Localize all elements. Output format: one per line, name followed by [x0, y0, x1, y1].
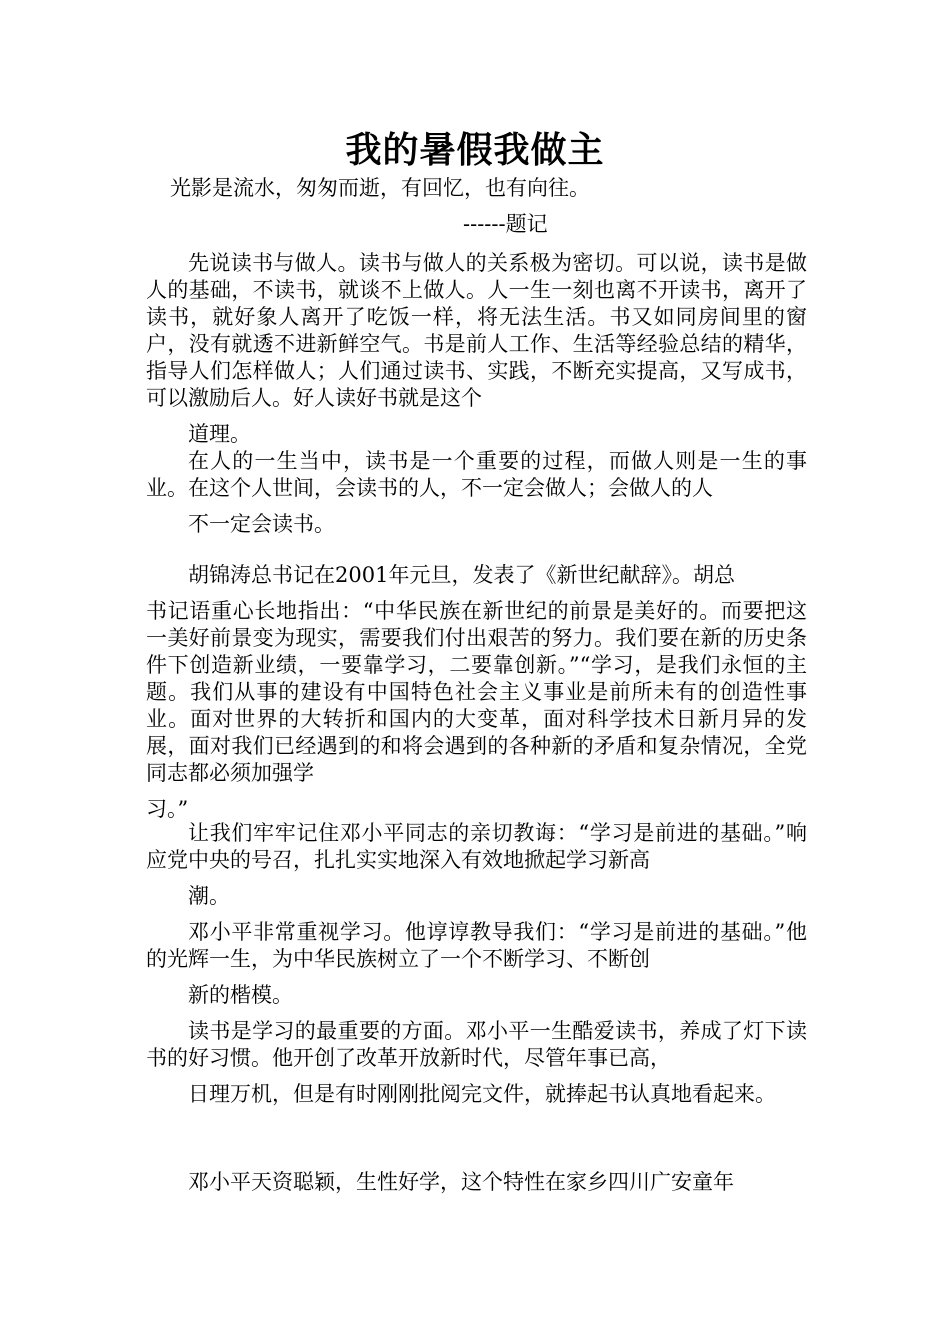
paragraph-5-last-line: 新的楷模。: [188, 983, 293, 1007]
epigraph: 光影是流水，匆匆而逝，有回忆，也有向往。: [170, 176, 590, 200]
paragraph-2-text: 在人的一生当中，读书是一个重要的过程，而做人则是一生的事业。在这个人世间，会读书的人，不一定会做人；会做人的人: [146, 449, 807, 500]
paragraph-3-first-line: 胡锦涛总书记在2001年元旦，发表了《新世纪献辞》。胡总: [188, 563, 735, 587]
paragraph-1-last-line: 道理。: [188, 422, 251, 446]
paragraph-3-text: 书记语重心长地指出：“中华民族在新世纪的前景是美好的。而要把这一美好前景变为现实，需要我们付出艰苦的努力。我们要在新的历史条件下创造新业绩，一要靠学习，二要靠创新。”“学习，是我们永恒的主题。我们从事的建设有中国特色社会主义事业是前所未有的创造性事业。面对世界的大转折和国内的大变革，面对科学技术日新月异的发展，面对我们已经遇到的和将会遇到的各种新的矛盾和复杂情况，全党同志都必须加强学: [146, 599, 807, 785]
paragraph-3-last-line: 习。”: [146, 797, 189, 821]
paragraph-6-last-line: 日理万机，但是有时刚刚批阅完文件，就捧起书认真地看起来。: [188, 1082, 776, 1106]
paragraph-2: [146, 448, 807, 538]
paragraph-2-last-line: 不一定会读书。: [188, 512, 335, 536]
paragraph-4-last-line: 潮。: [188, 884, 230, 908]
paragraph-1-text: 先说读书与做人。读书与做人的关系极为密切。可以说，读书是做人的基础，不读书，就谈不上做人。人一生一刻也离不开读书，离开了读书，就好象人离开了吃饭一样，将无法生活。书又如同房间里的窗户，没有就透不进新鲜空气。书是前人工作、生活等经验总结的精华，指导人们怎样做人；人们通过读书、实践，不断充实提高，又写成书，可以激励后人。好人读好书就是这个: [146, 251, 807, 410]
paragraph-3: [146, 562, 807, 823]
paragraph-4-text: 让我们牢牢记住邓小平同志的亲切教诲：“学习是前进的基础。”响应党中央的号召，扎扎实实地深入有效地掀起学习新高: [146, 821, 807, 872]
paragraph-7: [146, 1169, 807, 1196]
paragraph-5: [146, 919, 807, 1009]
paragraph-7-text: 邓小平天资聪颖，生性好学，这个特性在家乡四川广安童年: [188, 1170, 734, 1194]
paragraph-6-text: 读书是学习的最重要的方面。邓小平一生酷爱读书，养成了灯下读书的好习惯。他开创了改革开放新时代，尽管年事已高，: [146, 1019, 807, 1070]
document-title: 我的暑假我做主: [345, 129, 605, 171]
paragraph-4: [146, 820, 807, 910]
paragraph-1: [146, 250, 807, 448]
epigraph-signature: ------题记: [463, 212, 548, 236]
paragraph-5-text: 邓小平非常重视学习。他谆谆教导我们：“学习是前进的基础。”他的光辉一生，为中华民族树立了一个不断学习、不断创: [146, 920, 807, 971]
paragraph-6: [146, 1018, 807, 1108]
